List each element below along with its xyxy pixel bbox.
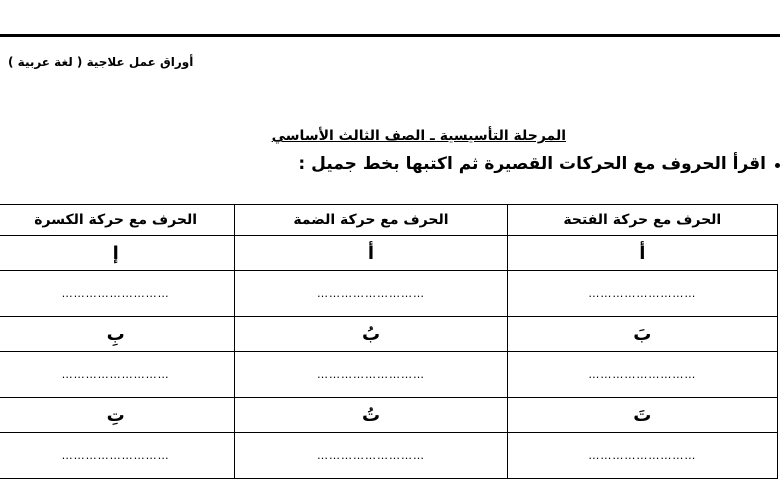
letter-fatha: أ: [507, 236, 777, 271]
table-row: [0, 236, 778, 271]
letters-table: [0, 204, 778, 479]
writing-line-fatha[interactable]: ………………………: [507, 271, 777, 317]
header-kasra: الحرف مع حركة الكسرة: [0, 205, 235, 236]
table-row: [0, 352, 778, 398]
table-row: [0, 271, 778, 317]
writing-line-fatha[interactable]: ………………………: [507, 433, 777, 479]
instruction-text: اقرأ الحروف مع الحركات القصيرة ثم اكتبها بخط جميل :: [298, 154, 766, 174]
table-row: [0, 433, 778, 479]
writing-line-kasra[interactable]: ………………………: [0, 433, 235, 479]
stage-title: المرحلة التأسيسية ـ الصف الثالث الأساسي: [271, 128, 566, 144]
writing-line-damma[interactable]: ………………………: [235, 433, 507, 479]
letter-damma: تُ: [235, 398, 507, 433]
writing-line-damma[interactable]: ………………………: [235, 352, 507, 398]
letter-damma: أ: [235, 236, 507, 271]
bullet-icon: [775, 163, 780, 168]
letter-kasra: تِ: [0, 398, 235, 433]
header-fatha: الحرف مع حركة الفتحة: [507, 205, 777, 236]
letter-fatha: تَ: [507, 398, 777, 433]
letter-fatha: بَ: [507, 317, 777, 352]
writing-line-kasra[interactable]: ………………………: [0, 352, 235, 398]
table-row: [0, 317, 778, 352]
table-header-row: [0, 205, 778, 236]
writing-line-kasra[interactable]: ………………………: [0, 271, 235, 317]
letter-kasra: إ: [0, 236, 235, 271]
letter-damma: بُ: [235, 317, 507, 352]
writing-line-damma[interactable]: ………………………: [235, 271, 507, 317]
worksheet-header-note: أوراق عمل علاجية ( لغة عربية ): [8, 55, 194, 69]
top-rule: [0, 34, 780, 37]
header-damma: الحرف مع حركة الضمة: [235, 205, 507, 236]
letter-kasra: بِ: [0, 317, 235, 352]
table-row: [0, 398, 778, 433]
writing-line-fatha[interactable]: ………………………: [507, 352, 777, 398]
